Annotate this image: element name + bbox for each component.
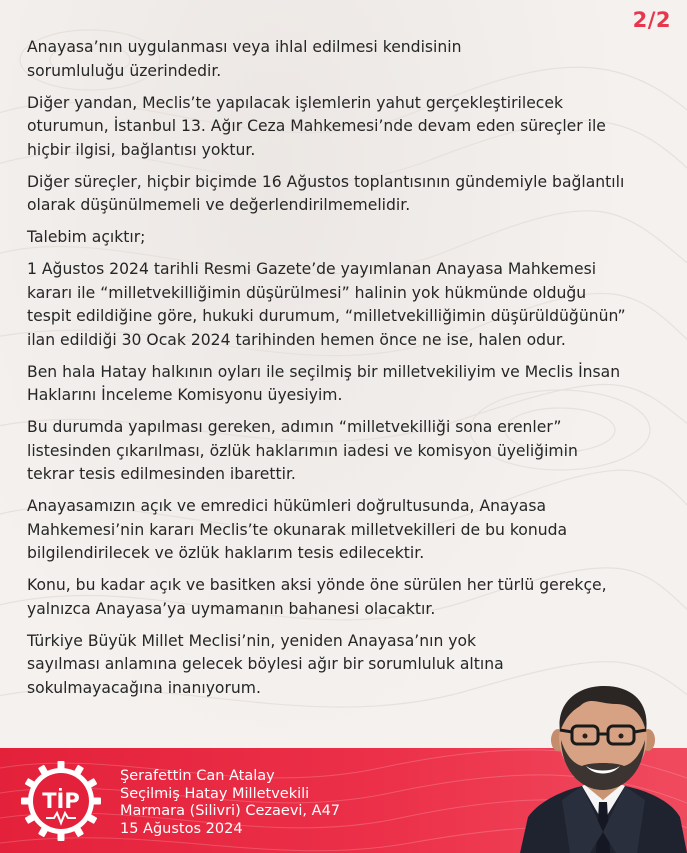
- paragraph-10: Türkiye Büyük Millet Meclisi’nin, yeniden Anayasa’nın yok sayılması anlamına gelecek böylesi ağır bir sorumluluk altına sokulmayacağına inanıyorum.: [27, 631, 504, 697]
- paragraph-3: Diğer süreçler, hiçbir biçimde 16 Ağustos toplantısının gündemiyle bağlantılı olarak düşünülmemeli ve değerlendirilmemelidir.: [27, 172, 625, 214]
- signatory-name: Şerafettin Can Atalay: [120, 768, 275, 784]
- statement-date: 15 Ağustos 2024: [120, 820, 243, 837]
- paragraph-7: Bu durumda yapılması gereken, adımın “milletvekilliği sona erenler” listesinden çıkarılması, özlük haklarımın iadesi ve komisyon üyeliğimin tekrar tesis edilmesinden ibarettir.: [27, 418, 578, 483]
- paragraph-5: 1 Ağustos 2024 tarihli Resmi Gazete’de yayımlanan Anayasa Mahkemesi kararı ile “milletvekilliğimin düşürülmesi” halinin yok hükmünde olduğu tespit edildiğine göre, hukuki durumum, “milletvekilliğimin düşürüldüğünün” ilan edildiği 30 Ocak 2024 tarihinden hemen önce ne ise, halen odur.: [27, 260, 626, 349]
- page-number-indicator: 2/2: [632, 8, 671, 32]
- signatory-title: Seçilmiş Hatay Milletvekili: [120, 785, 310, 802]
- paragraph-2: Diğer yandan, Meclis’te yapılacak işlemlerin yahut gerçekleştirilecek oturumun, İstanbul 13. Ağır Ceza Mahkemesi’nde devam eden süreçler ile hiçbir ilgisi, bağlantısı yoktur.: [27, 93, 606, 159]
- paragraph-6: Ben hala Hatay halkının oyları ile seçilmiş bir milletvekiliyim ve Meclis İnsan Haklarını İnceleme Komisyonu üyesiyim.: [27, 362, 621, 404]
- politician-portrait-photo: [520, 682, 687, 853]
- paragraph-1: Anayasa’nın uygulanması veya ihlal edilmesi kendisinin sorumluluğu üzerindedir.: [27, 38, 462, 80]
- logo-text: TİP: [42, 789, 80, 813]
- statement-body: [27, 36, 657, 709]
- paragraph-9: Konu, bu kadar açık ve basitken aksi yönde öne sürülen her türlü gerekçe, yalnızca Anayasa’ya uymamanın bahanesi olacaktır.: [27, 576, 607, 618]
- paragraph-8: Anayasamızın açık ve emredici hükümleri doğrultusunda, Anayasa Mahkemesi’nin kararı Meclis’te okunarak milletvekilleri de bu konuda bilgilendirilecek ve özlük haklarım tesis edilecektir.: [27, 497, 568, 562]
- paragraph-4: Talebim açıktır;: [27, 228, 146, 246]
- signatory-location: Marmara (Silivri) Cezaevi, A47: [120, 803, 341, 819]
- signature-block: [120, 768, 340, 838]
- tip-party-logo: [20, 760, 102, 842]
